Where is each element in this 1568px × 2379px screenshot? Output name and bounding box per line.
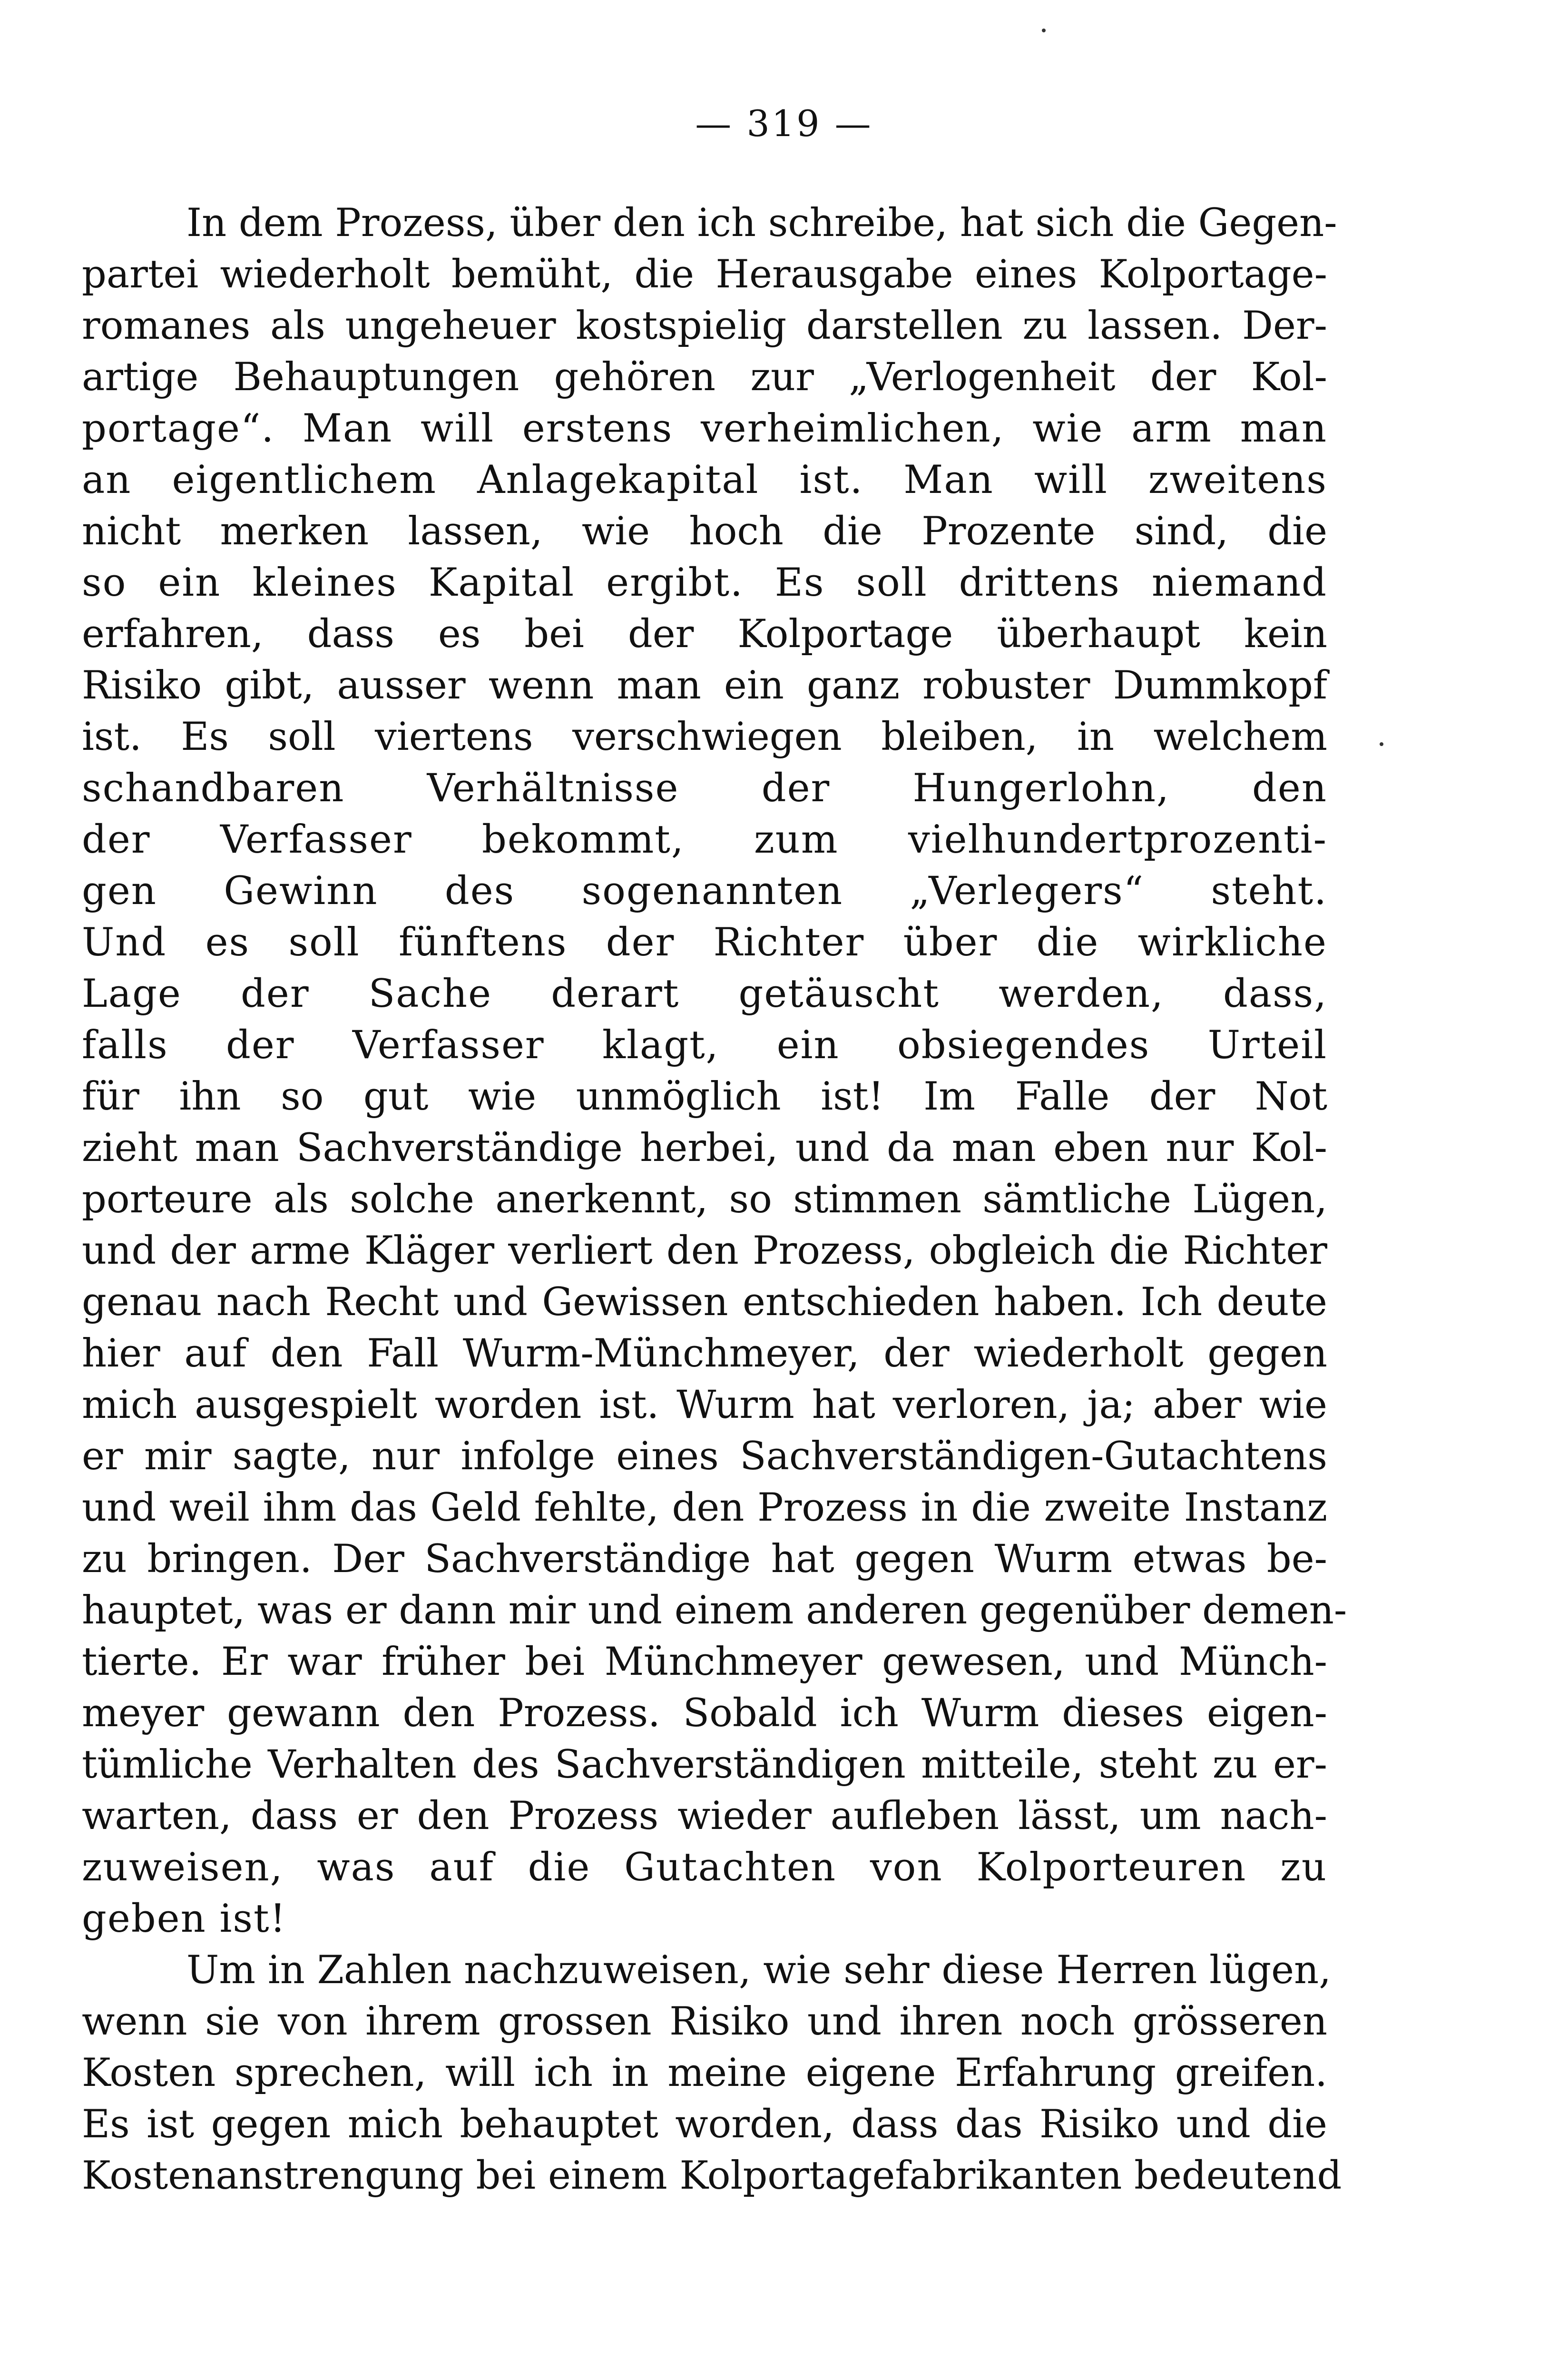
scan-speck xyxy=(1042,29,1046,32)
text-line: so ein kleines Kapital ergibt. Es soll drittens niemand xyxy=(82,560,1327,605)
text-line: tümliche Verhalten des Sachverständigen mitteile, steht zu er- xyxy=(82,1742,1327,1787)
text-line: nicht merken lassen, wie hoch die Prozente sind, die xyxy=(82,509,1327,554)
text-line: meyer gewann den Prozess. Sobald ich Wurm dieses eigen- xyxy=(82,1691,1327,1736)
text-line: wenn sie von ihrem grossen Risiko und ihren noch grösseren xyxy=(82,1999,1327,2044)
text-line: genau nach Recht und Gewissen entschieden haben. Ich deute xyxy=(82,1280,1327,1325)
text-line: Es ist gegen mich behauptet worden, dass das Risiko und die xyxy=(82,2102,1327,2147)
text-line: geben ist! xyxy=(82,1897,287,1941)
paragraph-2 xyxy=(82,1945,1342,2202)
text-line: warten, dass er den Prozess wieder aufleben lässt, um nach- xyxy=(82,1794,1327,1838)
text-line: hier auf den Fall Wurm-Münchmeyer, der wiederholt gegen xyxy=(82,1331,1327,1376)
paragraph-1 xyxy=(82,197,1347,1945)
body-text xyxy=(82,197,1347,2202)
text-line: tierte. Er war früher bei Münchmeyer gewesen, und Münch- xyxy=(82,1640,1327,1684)
text-line: an eigentlichem Anlagekapital ist. Man will zweitens xyxy=(82,458,1327,502)
text-line: Risiko gibt, ausser wenn man ein ganz robuster Dummkopf xyxy=(82,663,1327,708)
text-line: romanes als ungeheuer kostspielig darstellen zu lassen. Der- xyxy=(82,304,1327,348)
text-line: er mir sagte, nur infolge eines Sachverständigen-Gutachtens xyxy=(82,1434,1327,1479)
text-line: und weil ihm das Geld fehlte, den Prozess in die zweite Instanz xyxy=(82,1485,1327,1530)
text-line: zieht man Sachverständige herbei, und da man eben nur Kol- xyxy=(82,1126,1327,1170)
text-line: und der arme Kläger verliert den Prozess, obgleich die Richter xyxy=(82,1229,1327,1273)
text-line: porteure als solche anerkennt, so stimmen sämtliche Lügen, xyxy=(82,1177,1327,1222)
text-line: zuweisen, was auf die Gutachten von Kolporteuren zu xyxy=(82,1845,1327,1890)
text-line: hauptet, was er dann mir und einem anderen gegenüber demen- xyxy=(82,1588,1347,1633)
page-number: — 319 — xyxy=(695,102,873,145)
text-line: In dem Prozess, über den ich schreibe, hat sich die Gegen- xyxy=(186,201,1337,246)
text-line: partei wiederholt bemüht, die Herausgabe eines Kolportage- xyxy=(82,252,1327,297)
text-line: artige Behauptungen gehören zur „Verlogenheit der Kol- xyxy=(82,355,1327,400)
text-line: für ihn so gut wie unmöglich ist! Im Falle der Not xyxy=(82,1074,1327,1119)
text-line: der Verfasser bekommt, zum vielhundertprozenti- xyxy=(82,817,1327,862)
text-line: Und es soll fünftens der Richter über die wirkliche xyxy=(82,920,1327,965)
text-line: portage“. Man will erstens verheimlichen, wie arm man xyxy=(82,406,1327,451)
text-line: Kosten sprechen, will ich in meine eigene Erfahrung greifen. xyxy=(82,2051,1327,2095)
text-line: erfahren, dass es bei der Kolportage überhaupt kein xyxy=(82,612,1327,657)
text-line: gen Gewinn des sogenannten „Verlegers“ steht. xyxy=(82,869,1327,914)
text-line: Kostenanstrengung bei einem Kolportagefabrikanten bedeutend xyxy=(82,2153,1342,2198)
text-line: ist. Es soll viertens verschwiegen bleiben, in welchem xyxy=(82,715,1327,759)
text-line: zu bringen. Der Sachverständige hat gegen Wurm etwas be- xyxy=(82,1537,1327,1582)
text-line: schandbaren Verhältnisse der Hungerlohn, den xyxy=(82,766,1327,811)
text-line: falls der Verfasser klagt, ein obsiegendes Urteil xyxy=(82,1023,1327,1068)
text-line: Um in Zahlen nachzuweisen, wie sehr diese Herren lügen, xyxy=(186,1948,1331,1993)
text-line: Lage der Sache derart getäuscht werden, dass, xyxy=(82,972,1327,1016)
scan-speck xyxy=(1380,742,1383,746)
text-line: mich ausgespielt worden ist. Wurm hat verloren, ja; aber wie xyxy=(82,1383,1327,1427)
